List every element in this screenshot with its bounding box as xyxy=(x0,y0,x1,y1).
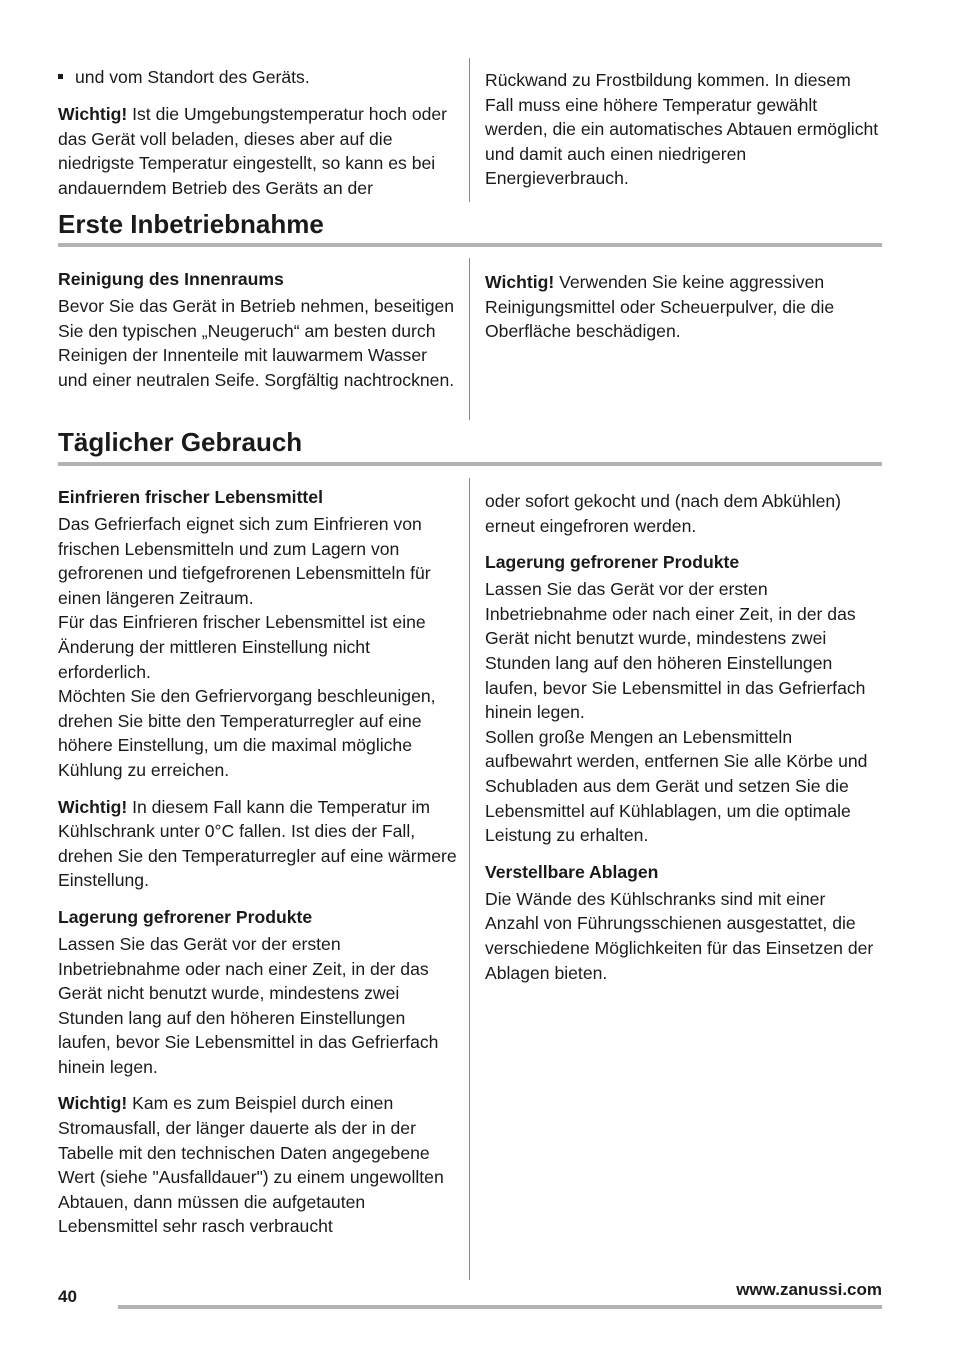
section-rule xyxy=(58,243,882,247)
warning-text: Kam es zum Beispiel durch einen Stromausfall, der länger dauerte als der in der Tabelle mit den technischen Daten angegebene Wert (siehe "Ausfalldauer") zu einem ungewollten Abtauen, dann müssen die aufgetauten Lebensmittel sehr rasch verbraucht xyxy=(58,1093,444,1237)
warning-label: Wichtig! xyxy=(58,1093,128,1114)
section-title-erste-inbetriebnahme: Erste Inbetriebnahme xyxy=(58,209,324,239)
bullet-text: und vom Standort des Geräts. xyxy=(75,67,310,87)
column-divider xyxy=(469,58,470,202)
subheading-ablagen: Verstellbare Ablagen xyxy=(485,861,659,882)
section-title-taeglicher-gebrauch: Täglicher Gebrauch xyxy=(58,427,303,457)
section1-warning xyxy=(485,270,880,344)
footer-url[interactable]: www.zanussi.com xyxy=(736,1280,882,1299)
top-right-text: Rückwand zu Frostbildung kommen. In diesem Fall muss eine höhere Temperatur gewählt werden, die ein automatisches Abtauen ermöglicht und damit auch einen niedrigeren Energieverbrauch. xyxy=(485,70,879,189)
section-rule xyxy=(58,462,882,466)
column-divider xyxy=(469,478,470,1280)
page-number: 40 xyxy=(58,1287,77,1306)
subheading-einfrieren: Einfrieren frischer Lebensmittel xyxy=(58,487,323,507)
warning-text: Ist die Umgebungstemperatur hoch oder das Gerät voll beladen, dieses aber auf die niedrigste Temperatur eingestellt, so kann es bei andauerndem Betrieb des Geräts an der xyxy=(58,104,448,198)
paragraph: Bevor Sie das Gerät in Betrieb nehmen, beseitigen Sie den typischen „Neugeruch“ am besten durch Reinigen der Innenteile mit lauwarmem Wasser und einer neutralen Seife. Sorgfältig nachtrocknen. xyxy=(58,296,455,390)
bullet-marker xyxy=(58,74,63,79)
subheading-reinigung: Reinigung des Innenraums xyxy=(58,269,284,289)
warning-label: Wichtig! xyxy=(58,796,128,817)
paragraph: oder sofort gekocht und (nach dem Abkühlen) erneut eingefroren werden. xyxy=(485,491,842,536)
warning-text: In diesem Fall kann die Temperatur im Kühlschrank unter 0°C fallen. Ist dies der Fall, drehen Sie den Temperaturregler auf eine wärmere Einstellung. xyxy=(58,796,457,891)
paragraph: Für das Einfrieren frischer Lebensmittel ist eine Änderung der mittleren Einstellung nicht erforderlich. xyxy=(58,612,426,682)
top-warning xyxy=(58,102,458,200)
subheading-lagerung: Lagerung gefrorener Produkte xyxy=(58,906,313,927)
warning-paragraph xyxy=(58,795,458,893)
paragraph: Das Gefrierfach eignet sich zum Einfrieren von frischen Lebensmitteln und zum Lagern von gefrorenen und tiefgefrorenen Lebensmitteln für einen längeren Zeitraum. xyxy=(58,514,431,608)
subheading-lagerung: Lagerung gefrorener Produkte xyxy=(485,552,740,573)
warning-label: Wichtig! xyxy=(485,272,555,292)
paragraph: Die Wände des Kühlschranks sind mit einer Anzahl von Führungsschienen ausgestattet, die verschiedene Möglichkeiten für das Einsetzen der Ablagen bieten. xyxy=(485,888,874,983)
warning-label: Wichtig! xyxy=(58,104,128,124)
paragraph: Lassen Sie das Gerät vor der ersten Inbetriebnahme oder nach einer Zeit, in der das Gerät nicht benutzt wurde, mindestens zwei Stunden lang auf den höheren Einstellungen laufen, bevor Sie Lebensmittel in das Gefrierfach hinein legen. xyxy=(485,579,866,723)
footer-rule xyxy=(118,1305,882,1309)
section2-right-column xyxy=(485,489,880,985)
paragraph: Lassen Sie das Gerät vor der ersten Inbetriebnahme oder nach einer Zeit, in der das Gerät nicht benutzt wurde, mindestens zwei Stunden lang auf den höheren Einstellungen laufen, bevor Sie Lebensmittel in das Gefrierfach hinein legen. xyxy=(58,933,439,1077)
paragraph: Möchten Sie den Gefriervorgang beschleunigen, drehen Sie bitte den Temperaturregler auf eine höhere Einstellung, um die maximal mögliche Kühlung zu erreichen. xyxy=(58,686,436,780)
warning-paragraph xyxy=(58,1091,458,1239)
paragraph: Sollen große Mengen an Lebensmitteln aufbewahrt werden, entfernen Sie alle Körbe und Schubladen aus dem Gerät und setzen Sie die Lebensmittel auf Kühlablagen, um die optimale Leistung zu erhalten. xyxy=(485,726,868,846)
bullet-item xyxy=(58,65,310,90)
section1-left-column xyxy=(58,267,458,392)
column-divider xyxy=(469,258,470,420)
warning-text: Verwenden Sie keine aggressiven Reinigungsmittel oder Scheuerpulver, die die Oberfläche beschädigen. xyxy=(485,272,835,342)
section2-left-column xyxy=(58,485,458,1239)
